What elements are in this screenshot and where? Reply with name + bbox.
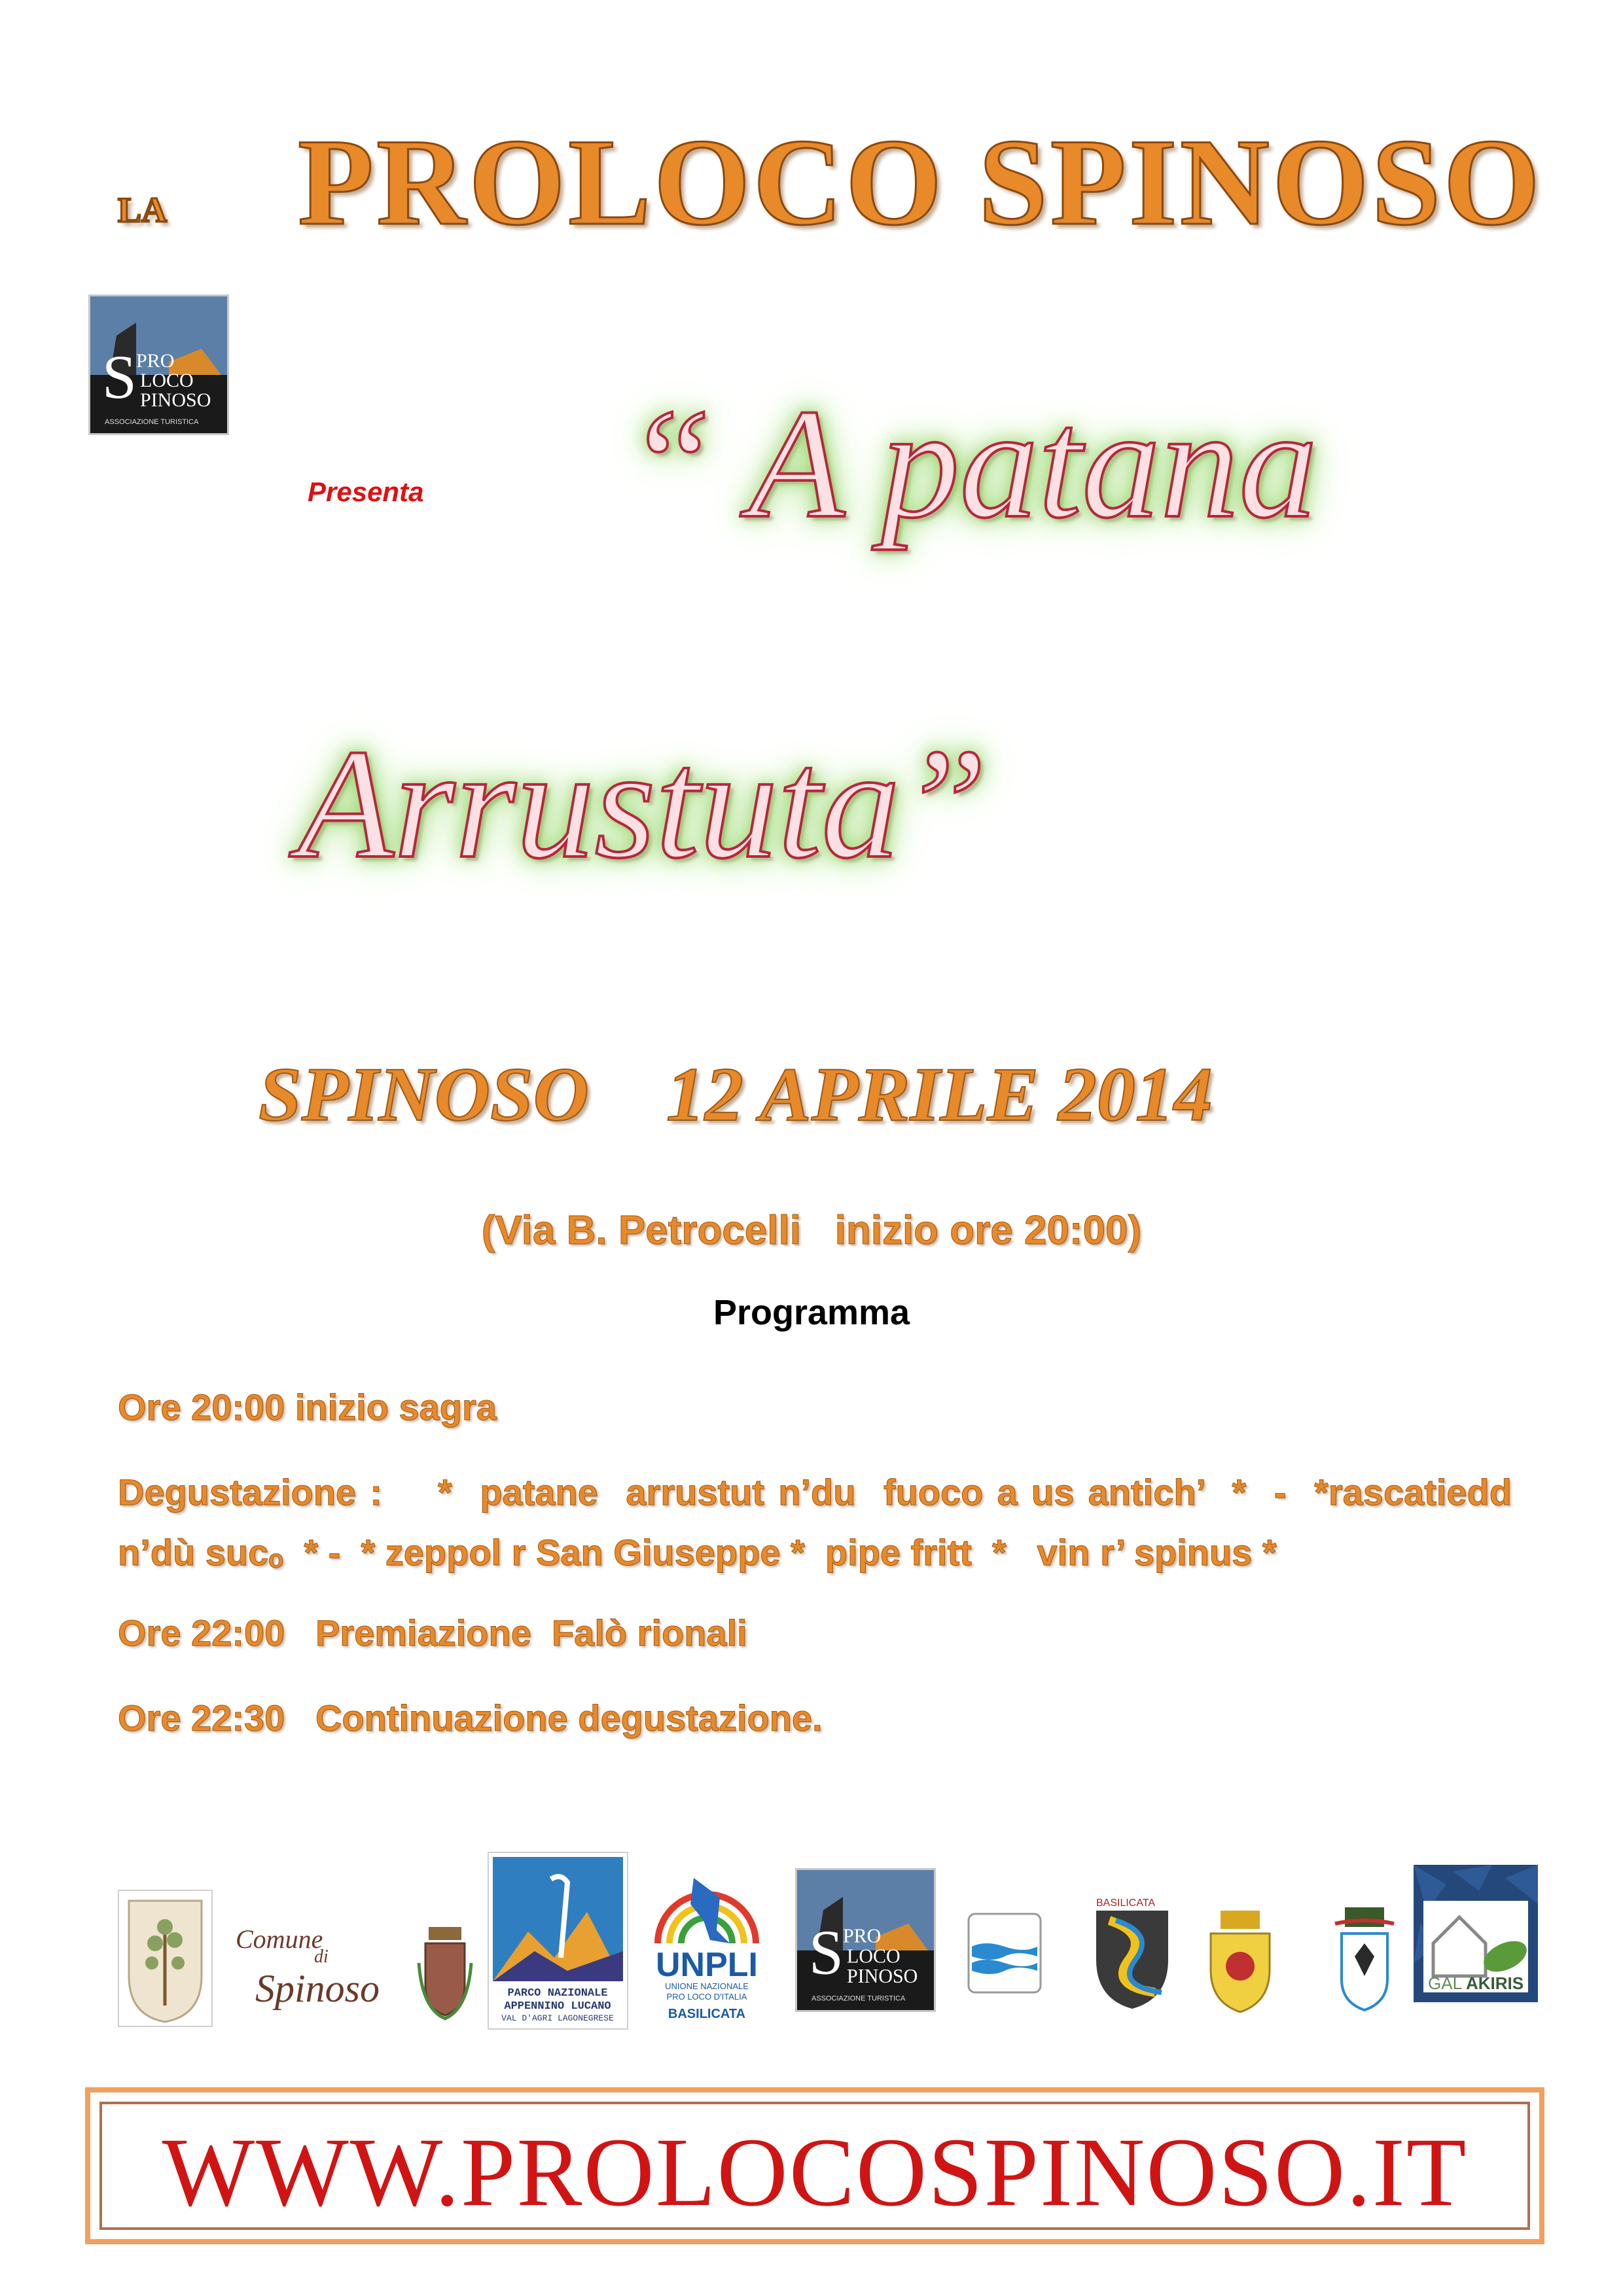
comune-di-label: di	[314, 1947, 329, 1967]
province-crest-icon	[1329, 1904, 1400, 2015]
program-item: Ore 20:00 inizio sagra	[118, 1386, 497, 1428]
svg-text:LOCO: LOCO	[140, 370, 194, 391]
program-item: Ore 22:00 Premiazione Falò rionali	[118, 1612, 747, 1653]
svg-text:ASSOCIAZIONE TURISTICA: ASSOCIAZIONE TURISTICA	[105, 418, 199, 426]
gal-akiris-logo	[1414, 1865, 1538, 2002]
sponsor-logos	[111, 1852, 1538, 2041]
svg-text:UNIONE NAZIONALE: UNIONE NAZIONALE	[665, 1981, 749, 1991]
pro-loco-logo-small	[795, 1868, 936, 2012]
program-item: Ore 22:30 Continuazione degustazione.	[118, 1697, 823, 1739]
svg-text:PINOSO: PINOSO	[140, 389, 211, 411]
comune-crest-icon	[416, 1924, 474, 2022]
municipal-crest-icon	[1201, 1907, 1279, 2015]
program-item: Degustazione : * patane arrustut n’du fuoco a us antich’ * - *rascatiedd n’dù sucₒ * - * zeppol r San Giuseppe * pipe fritt * vin r’ spinus *	[118, 1472, 1543, 1573]
svg-text:UNPLI: UNPLI	[656, 1946, 758, 1984]
event-location: (Via B. Petrocelli inizio ore 20:00)	[481, 1208, 1142, 1253]
comune-name-label: Spinoso	[255, 1967, 380, 2010]
svg-text:BASILICATA: BASILICATA	[1096, 1898, 1156, 1909]
website-banner	[85, 2087, 1544, 2244]
svg-text:PRO: PRO	[136, 350, 175, 372]
svg-text:PRO LOCO D'ITALIA: PRO LOCO D'ITALIA	[666, 1992, 747, 2002]
spinoso-coat-of-arms	[118, 1890, 213, 2027]
basilicata-flag-icon	[965, 1911, 1044, 1996]
svg-text:S: S	[809, 1916, 844, 1988]
svg-text:PINOSO: PINOSO	[847, 1964, 918, 1988]
basilicata-region-logo	[1090, 1894, 1175, 2012]
pro-loco-emblem	[90, 296, 227, 433]
svg-text:S: S	[102, 342, 137, 412]
svg-text:PRO: PRO	[843, 1924, 882, 1947]
event-name-line2: Arrustuta”	[298, 716, 988, 891]
page-title: PROLOCO SPINOSO	[298, 114, 1543, 251]
svg-text:GAL: GAL	[1428, 1973, 1463, 1993]
pro-loco-logo	[88, 294, 229, 435]
website-banner-frame	[99, 2102, 1530, 2230]
la-label: LA	[118, 190, 168, 230]
parco-nazionale-logo	[488, 1852, 628, 2030]
svg-text:AKIRIS: AKIRIS	[1466, 1973, 1524, 1993]
presenta-label: Presenta	[308, 476, 424, 507]
svg-text:APPENNINO LUCANO: APPENNINO LUCANO	[504, 2000, 611, 2013]
comune-spinoso-logo	[229, 1924, 478, 2028]
svg-text:PARCO NAZIONALE: PARCO NAZIONALE	[507, 1987, 608, 2000]
svg-text:ASSOCIAZIONE TURISTICA: ASSOCIAZIONE TURISTICA	[812, 1994, 906, 2003]
svg-text:LOCO: LOCO	[847, 1944, 901, 1968]
comune-label: Comune	[236, 1924, 323, 1954]
event-name-line1: “ A patana	[625, 376, 1318, 550]
svg-text:BASILICATA: BASILICATA	[668, 2007, 746, 2021]
website-url[interactable]: WWW.PROLOCOSPINOSO.IT	[162, 2118, 1468, 2227]
unpli-logo	[638, 1858, 776, 2030]
svg-text:VAL D'AGRI LAGONEGRESE: VAL D'AGRI LAGONEGRESE	[501, 2013, 614, 2023]
program-heading: Programma	[713, 1293, 910, 1332]
place-date: SPINOSO 12 APRILE 2014	[259, 1051, 1213, 1137]
